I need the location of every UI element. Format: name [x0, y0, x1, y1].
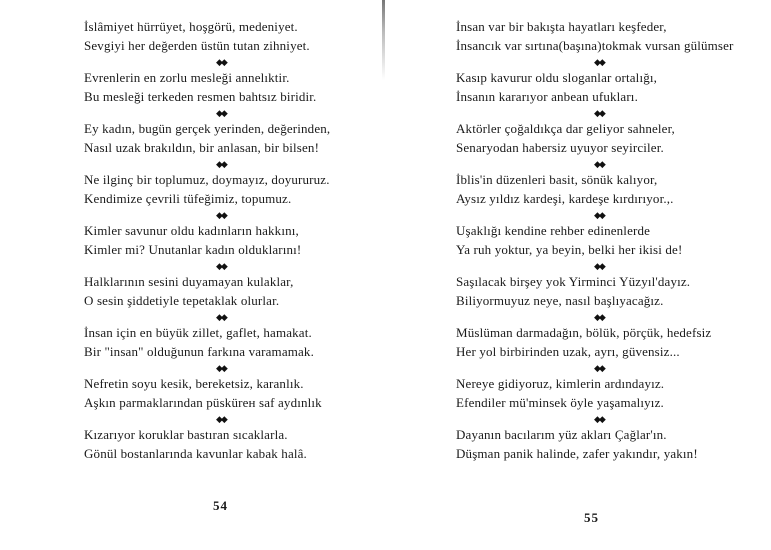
book-spine: [382, 0, 385, 80]
stanza: [456, 171, 766, 208]
stanza: [456, 324, 766, 361]
ornament-divider: ◆◆: [216, 261, 226, 271]
verse-line: Sevgiyi her değerden üstün tutan zihniyet.: [84, 37, 310, 53]
verse-line: Evrenlerin en zorlu mesleği annelıktir.: [84, 70, 290, 85]
verse-line: Aktörler çoğaldıkça dar geliyor sahneler,: [456, 121, 675, 136]
verse-line: Kendimize çevrili tüfeğimiz, topumuz.: [84, 190, 292, 206]
verse-line: İnsanın kararıyor anbean ufukları.: [456, 88, 638, 104]
ornament-divider: ◆◆: [216, 57, 226, 67]
stanza: [456, 426, 766, 463]
stanza: [84, 120, 374, 157]
verse-line: Kimler mi? Unutanlar kadın olduklarını!: [84, 241, 302, 257]
verse-line: Nefretin soyu kesik, bereketsiz, karanlık.: [84, 376, 304, 391]
stanza: [84, 324, 374, 361]
verse-line: Nereye gidiyoruz, kimlerin ardındayız.: [456, 376, 665, 391]
ornament-divider: ◆◆: [216, 414, 226, 424]
verse-line: O sesin şiddetiyle tepetaklak olurlar.: [84, 292, 280, 308]
ornament-divider: ◆◆: [216, 210, 226, 220]
verse-line: Dayanın bacılarım yüz akları Çağlar'ın.: [456, 427, 667, 442]
stanza: [84, 69, 374, 106]
left-page: [0, 0, 385, 550]
verse-line: Bir "insan" olduğunun farkına varamamak.: [84, 343, 314, 359]
stanza: [456, 18, 766, 55]
verse-line: Kızarıyor koruklar bastıran sıcaklarla.: [84, 427, 288, 442]
stanza: [84, 426, 374, 463]
verse-line: İblis'in düzenleri basit, sönük kalıyor,: [456, 172, 658, 187]
stanza: [456, 120, 766, 157]
verse-line: Senaryodan habersiz uyuyor seyirciler.: [456, 139, 664, 155]
ornament-divider: ◆◆: [594, 159, 604, 169]
stanza: [456, 222, 766, 259]
ornament-divider: ◆◆: [594, 108, 604, 118]
verse-line: Uşaklığı kendine rehber edinenlerde: [456, 223, 651, 238]
poem-left: [84, 18, 374, 463]
verse-line: Her yol birbirinden uzak, ayrı, güvensiz...: [456, 343, 680, 359]
page-number: 54: [213, 498, 228, 513]
stanza: [84, 18, 374, 55]
verse-line: Ne ilginç bir toplumuz, doymayız, doyururuz.: [84, 172, 330, 187]
ornament-divider: ◆◆: [216, 363, 226, 373]
verse-line: Nasıl uzak brakıldın, bir anlasan, bir bilsen!: [84, 139, 320, 155]
verse-line: Saşılacak birşey yok Yirminci Yüzyıl'dayız.: [456, 274, 691, 289]
page-number: 55: [584, 510, 599, 525]
verse-line: Biliyormuyuz neye, nasıl başlıyacağız.: [456, 292, 664, 308]
verse-line: Aşkın parmaklarından püskürен saf aydınlık: [84, 394, 322, 410]
ornament-divider: ◆◆: [594, 57, 604, 67]
verse-line: Müslüman darmadağın, bölük, pörçük, hedefsiz: [456, 325, 712, 340]
ornament-divider: ◆◆: [594, 312, 604, 322]
verse-line: Halklarının sesini duyamayan kulaklar,: [84, 274, 294, 289]
verse-line: Aysız yıldız kardeşi, kardeşe kırdırıyor.,.: [456, 190, 674, 206]
verse-line: İslâmiyet hürrüyet, hoşgörü, medeniyet.: [84, 19, 298, 34]
ornament-divider: ◆◆: [594, 261, 604, 271]
stanza: [456, 375, 766, 412]
ornament-divider: ◆◆: [594, 414, 604, 424]
stanza: [84, 375, 374, 412]
verse-line: Ey kadın, bugün gerçek yerinden, değerinden,: [84, 121, 331, 136]
ornament-divider: ◆◆: [216, 312, 226, 322]
verse-line: Kimler savunur oldu kadınların hakkını,: [84, 223, 299, 238]
ornament-divider: ◆◆: [216, 108, 226, 118]
stanza: [456, 273, 766, 310]
ornament-divider: ◆◆: [594, 363, 604, 373]
poem-right: [456, 18, 766, 463]
verse-line: İnsan var bir bakışta hayatları keşfeder,: [456, 19, 667, 34]
verse-line: Ya ruh yoktur, ya beyin, belki her ikisi de!: [456, 241, 683, 257]
verse-line: Düşman panik halinde, zafer yakındır, yakın!: [456, 445, 698, 461]
verse-line: İnsancık var sırtına(başına)tokmak vursan gülümser: [456, 37, 734, 53]
verse-line: Bu mesleği terkeden resmen bahtsız biridir.: [84, 88, 317, 104]
right-page: [386, 0, 771, 550]
stanza: [84, 171, 374, 208]
stanza: [84, 222, 374, 259]
ornament-divider: ◆◆: [594, 210, 604, 220]
stanza: [84, 273, 374, 310]
stanza: [456, 69, 766, 106]
verse-line: Efendiler mü'minsek öyle yaşamalıyız.: [456, 394, 664, 410]
verse-line: Gönül bostanlarında kavunlar kabak halâ.: [84, 445, 307, 461]
verse-line: Kasıp kavurur oldu sloganlar ortalığı,: [456, 70, 658, 85]
ornament-divider: ◆◆: [216, 159, 226, 169]
verse-line: İnsan için en büyük zillet, gaflet, hamakat.: [84, 325, 312, 340]
